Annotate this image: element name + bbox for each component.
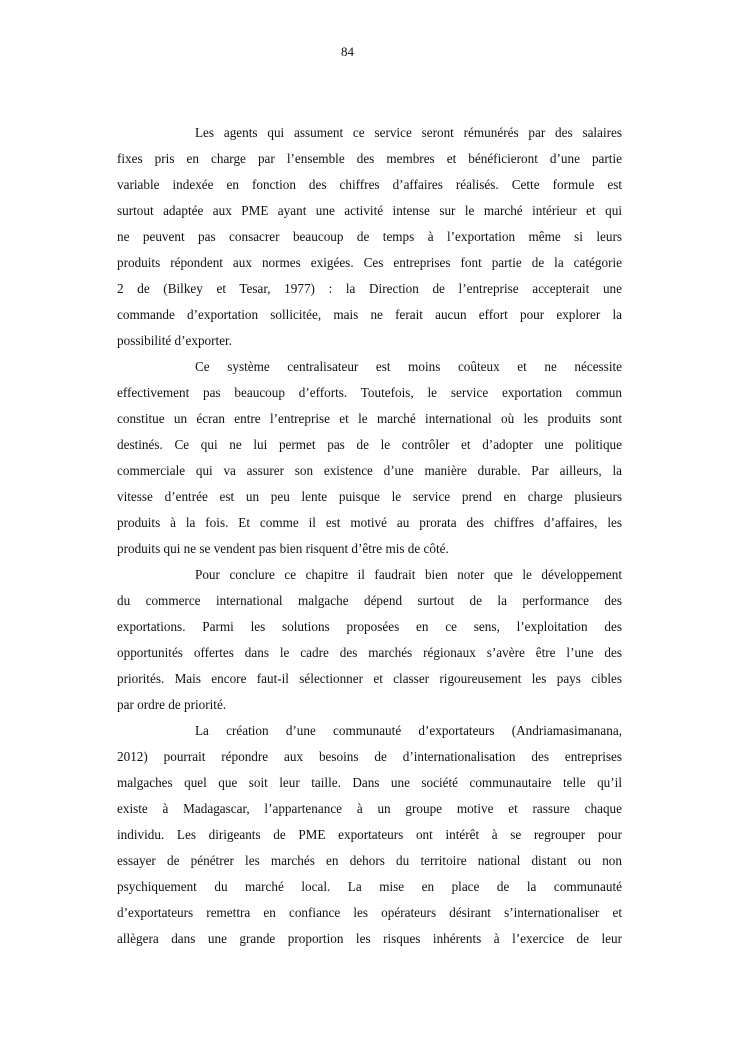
text-line: essayer de pénétrer les marchés en dehors du territoire national distant ou non xyxy=(117,853,622,868)
text-line: commande d’exportation sollicitée, mais ne ferait aucun effort pour explorer la xyxy=(117,307,622,322)
text-line: constitue un écran entre l’entreprise et le marché international où les produits sont xyxy=(117,411,622,426)
text-line: priorités. Mais encore faut-il sélectionner et classer rigoureusement les pays cibles xyxy=(117,671,622,686)
text-line: surtout adaptée aux PME ayant une activité intense sur le marché intérieur et qui xyxy=(117,203,622,218)
text-line: individu. Les dirigeants de PME exportateurs ont intérêt à se regrouper pour xyxy=(117,827,622,842)
text-line: fixes pris en charge par l’ensemble des membres et bénéficieront d’une partie xyxy=(117,151,622,166)
paragraph xyxy=(117,120,622,354)
text-line: possibilité d’exporter. xyxy=(117,333,233,348)
text-line: La création d’une communauté d’exportateurs (Andriamasimanana, xyxy=(195,723,622,738)
text-line: psychiquement du marché local. La mise en place de la communauté xyxy=(117,879,622,894)
text-line: Les agents qui assument ce service seront rémunérés par des salaires xyxy=(195,125,622,140)
text-line: 2 de (Bilkey et Tesar, 1977) : la Direction de l’entreprise accepterait une xyxy=(117,281,622,296)
page-number: 84 xyxy=(341,44,354,59)
text-line: destinés. Ce qui ne lui permet pas de le contrôler et d’adopter une politique xyxy=(117,437,622,452)
text-line: effectivement pas beaucoup d’efforts. Toutefois, le service exportation commun xyxy=(117,385,622,400)
paragraph xyxy=(117,354,622,562)
text-line: opportunités offertes dans le cadre des marchés régionaux s’avère être l’une des xyxy=(117,645,622,660)
text-line: variable indexée en fonction des chiffres d’affaires réalisés. Cette formule est xyxy=(117,177,622,192)
text-line: 2012) pourrait répondre aux besoins de d’internationalisation des entreprises xyxy=(117,749,622,764)
text-line: commerciale qui va assurer son existence d’une manière durable. Par ailleurs, la xyxy=(117,463,622,478)
text-line: malgaches quel que soit leur taille. Dans une société communautaire telle qu’il xyxy=(117,775,622,790)
text-line: d’exportateurs remettra en confiance les opérateurs désirant s’internationaliser et xyxy=(117,905,622,920)
text-line: par ordre de priorité. xyxy=(117,697,227,712)
paragraph xyxy=(117,562,622,718)
text-line: Pour conclure ce chapitre il faudrait bien noter que le développement xyxy=(195,567,622,582)
text-line: existe à Madagascar, l’appartenance à un groupe motive et rassure chaque xyxy=(117,801,622,816)
text-line: produits à la fois. Et comme il est motivé au prorata des chiffres d’affaires, les xyxy=(117,515,622,530)
text-line: du commerce international malgache dépend surtout de la performance des xyxy=(117,593,622,608)
body-text xyxy=(117,120,622,952)
paragraph xyxy=(117,718,622,952)
text-line: allègera dans une grande proportion les risques inhérents à l’exercice de leur xyxy=(117,931,622,946)
text-line: vitesse d’entrée est un peu lente puisque le service prend en charge plusieurs xyxy=(117,489,622,504)
text-line: exportations. Parmi les solutions proposées en ce sens, l’exploitation des xyxy=(117,619,622,634)
text-line: ne peuvent pas consacrer beaucoup de temps à l’exportation même si leurs xyxy=(117,229,622,244)
text-line: produits répondent aux normes exigées. Ces entreprises font partie de la catégorie xyxy=(117,255,622,270)
text-line: Ce système centralisateur est moins coûteux et ne nécessite xyxy=(195,359,622,374)
text-line: produits qui ne se vendent pas bien risquent d’être mis de côté. xyxy=(117,541,449,556)
